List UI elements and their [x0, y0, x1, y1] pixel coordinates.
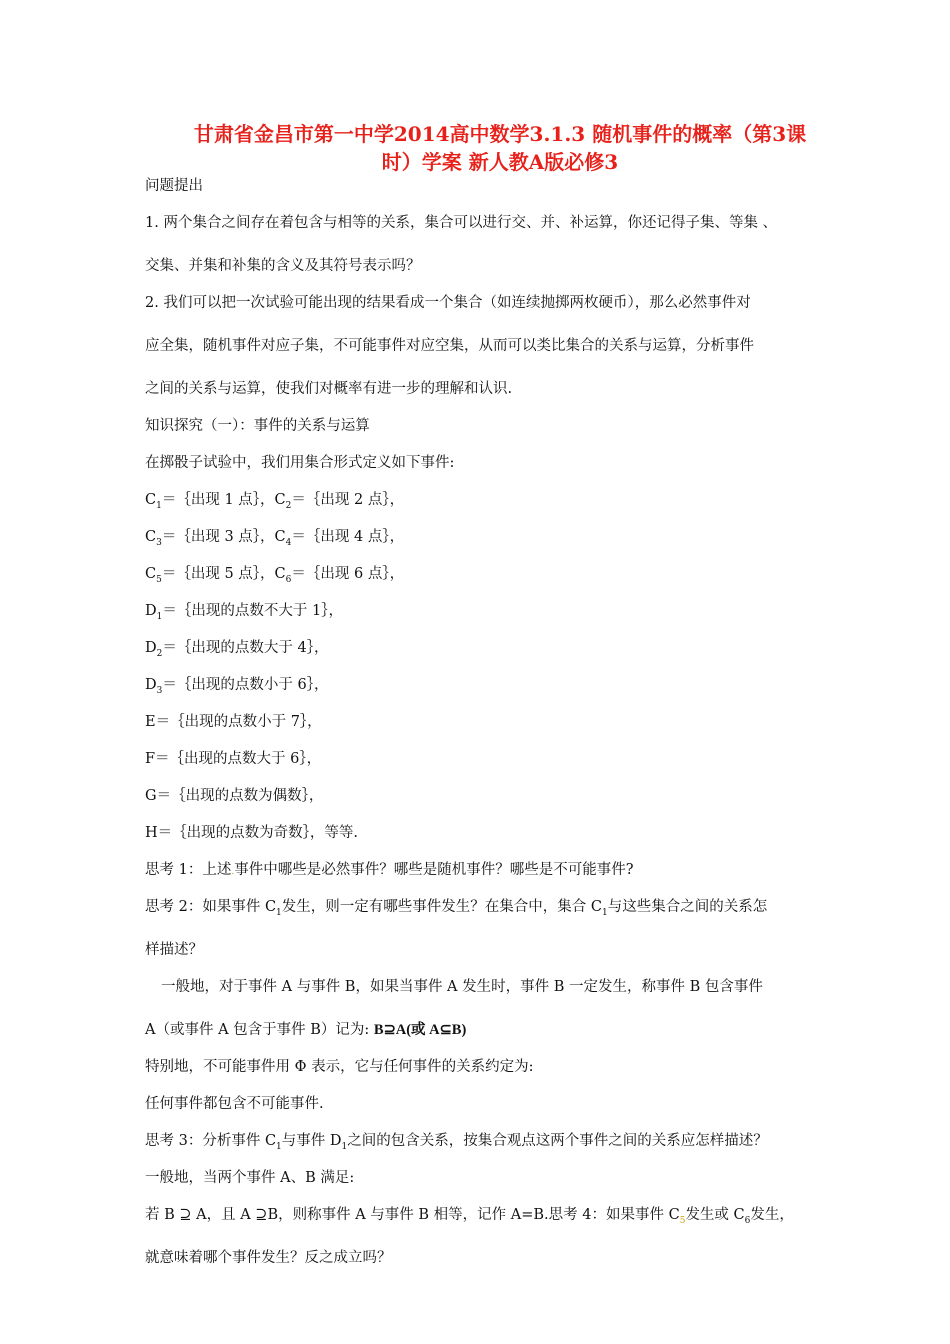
event-d3: $D_3=\{$出现的点数小于 6｝， [145, 677, 329, 696]
special-note: 特别地，不可能事件用 Φ 表示，它与任何事件的关系约定为: [145, 1059, 534, 1075]
question-2-line-2: 应全集，随机事件对应子集，不可能事件对应空集，从而可以类比集合的关系与运算，分析事件 [145, 338, 754, 354]
title-line-1: 甘肃省金昌市第一中学2014高中数学3.1.3 随机事件的概率（第3课 [193, 122, 807, 146]
section-heading-questions: 问题提出 [145, 178, 203, 194]
thinking-2-line-1: 思考 2：如果事件 $C_1$发生，则一定有哪些事件发生？在集合中，集合 $C_1$与这些集合之间的关系怎 [145, 899, 768, 918]
event-row-c1-c2: $C_1=\{$出现 1 点｝，$C_2=\{$出现 2 点｝， [145, 492, 405, 511]
event-f: F＝｛出现的点数大于 6｝， [145, 751, 322, 767]
equality-line: 若 B ⊇ A，且 A ⊇B，则称事件 A 与事件 B 相等，记作 A=B.思考 4：如果事件 $C_5$发生或 $C_6$发生， [145, 1207, 794, 1226]
equality-intro: 一般地，当两个事件 A、B 满足: [145, 1170, 355, 1186]
event-row-c3-c4: $C_3=\{$出现 3 点｝，$C_4=\{$出现 4 点｝， [145, 529, 405, 548]
question-2-line-1: 2. 我们可以把一次试验可能出现的结果看成一个集合（如连续抛掷两枚硬币），那么必然事件对 [145, 295, 751, 311]
question-2-line-3: 之间的关系与运算，使我们对概率有进一步的理解和认识. [145, 381, 513, 397]
definition-line-2: A（或事件 A 包含于事件 B）记为: B⊇A(或 A⊆B) [145, 1022, 467, 1038]
event-g: G＝｛出现的点数为偶数｝， [145, 788, 324, 804]
question-1-line-1: 1. 两个集合之间存在着包含与相等的关系，集合可以进行交、并、补运算，你还记得子集、等集 、 [145, 215, 778, 231]
event-h: H＝｛出现的点数为奇数｝，等等. [145, 825, 359, 841]
definition-line-1: 一般地，对于事件 A 与事件 B，如果当事件 A 发生时，事件 B 一定发生，称事件 B 包含事件 [161, 979, 763, 995]
inclusion-notation: B⊇A(或 A⊆B) [373, 1022, 467, 1038]
event-row-c5-c6: $C_5=\{$出现 5 点｝，$C_6=\{$出现 6 点｝， [145, 566, 405, 585]
thinking-1: 思考 1：上述.事件中哪些是必然事件？哪些是随机事件？哪些是不可能事件? [145, 862, 634, 878]
section-heading-explore: 知识探究（一）：事件的关系与运算 [145, 418, 370, 434]
event-d1: $D_1=\{$出现的点数不大于 1｝， [145, 603, 343, 622]
question-1-line-2: 交集、并集和补集的含义及其符号表示吗？ [145, 258, 421, 274]
special-note-2: 任何事件都包含不可能事件. [145, 1096, 324, 1112]
event-e: E＝｛出现的点数小于 7｝， [145, 714, 322, 730]
thinking-2-line-2: 样描述？ [145, 942, 203, 958]
thinking-3: 思考 3：分析事件 $C_1$与事件 $D_1$之间的包含关系，按集合观点这两个事件之间的关系应怎样描述？ [145, 1133, 768, 1152]
title-line-2: 时）学案 新人教A版必修3 [381, 150, 619, 174]
explore-intro: 在掷骰子试验中，我们用集合形式定义如下事件: [145, 455, 455, 471]
thinking-4-line-2: 就意味着哪个事件发生？反之成立吗？ [145, 1250, 392, 1266]
document-body [145, 170, 875, 1279]
event-d2: $D_2=\{$出现的点数大于 4｝， [145, 640, 329, 659]
document-title [150, 120, 850, 176]
